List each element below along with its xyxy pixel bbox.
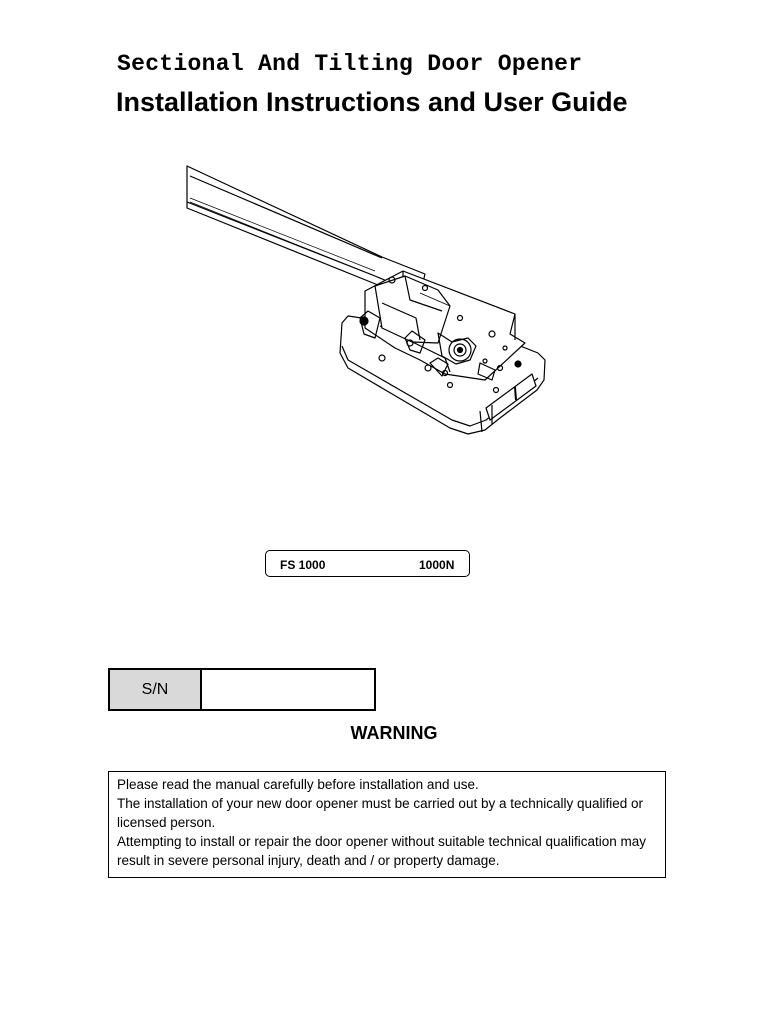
model-label-box <box>265 550 470 577</box>
rated-force: 1000N <box>419 558 455 572</box>
serial-number-table <box>108 668 376 711</box>
warning-heading: WARNING <box>350 723 438 743</box>
document-subtitle: Sectional And Tilting Door Opener <box>117 51 583 77</box>
serial-number-value <box>202 670 374 709</box>
warning-line: The installation of your new door opener must be carried out by a technically qualified or licensed person. <box>117 796 644 830</box>
document-title: Installation Instructions and User Guide <box>116 87 628 117</box>
model-number: FS 1000 <box>280 558 326 572</box>
warning-line: Attempting to install or repair the door opener without suitable technical qualification may result in severe personal injury, death and / or property damage. <box>117 834 647 868</box>
warning-box <box>108 771 666 878</box>
warning-line: Please read the manual carefully before installation and use. <box>117 777 479 792</box>
door-opener-illustration <box>120 128 650 480</box>
serial-number-label: S/N <box>110 670 202 709</box>
